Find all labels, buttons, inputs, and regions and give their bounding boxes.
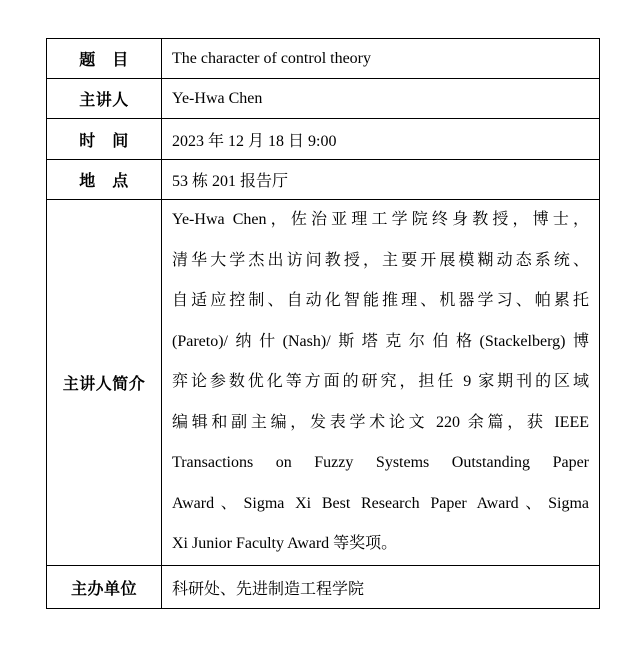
bio-line: Transactions on Fuzzy Systems Outstanding Paper: [172, 454, 589, 472]
seminar-info-table: [46, 38, 600, 609]
bio-line: 清华大学杰出访问教授，主要开展模糊动态系统、: [172, 251, 589, 269]
organizer-value: 科研处、先进制造工程学院: [172, 580, 365, 598]
bio-line: Ye-Hwa Chen，佐治亚理工学院终身教授，博士，: [172, 211, 589, 229]
time-value: 2023 年 12 月 18 日 9:00: [172, 132, 337, 150]
location-value: 53 栋 201 报告厅: [172, 173, 289, 190]
bio-line: 编辑和副主编，发表学术论文 220 余篇，获 IEEE: [172, 413, 589, 431]
speaker-label: 主讲人: [47, 79, 162, 118]
row-speaker: [47, 79, 599, 119]
bio-line: Award、Sigma Xi Best Research Paper Award、Sigma: [172, 494, 589, 512]
row-title: [47, 39, 599, 79]
bio-line: 自适应控制、自动化智能推理、机器学习、帕累托: [172, 292, 589, 310]
speaker-value: Ye-Hwa Chen: [172, 89, 263, 107]
location-label: 地 点: [47, 160, 162, 199]
title-label: 题 目: [47, 39, 162, 78]
speaker-bio-label: 主讲人简介: [47, 200, 162, 565]
time-label: 时 间: [47, 119, 162, 159]
bio-line: 弈论参数优化等方面的研究，担任 9 家期刊的区域: [172, 373, 589, 391]
row-organizer: [47, 566, 599, 608]
title-value: The character of control theory: [172, 49, 372, 67]
organizer-label: 主办单位: [47, 566, 162, 608]
row-time: [47, 119, 599, 160]
row-speaker-bio: [47, 200, 599, 566]
row-location: [47, 160, 599, 200]
bio-line: (Pareto)/纳什(Nash)/斯塔克尔伯格(Stackelberg)博: [172, 332, 589, 350]
bio-line: Xi Junior Faculty Award 等奖项。: [172, 535, 398, 553]
speaker-bio-value: [162, 200, 599, 565]
